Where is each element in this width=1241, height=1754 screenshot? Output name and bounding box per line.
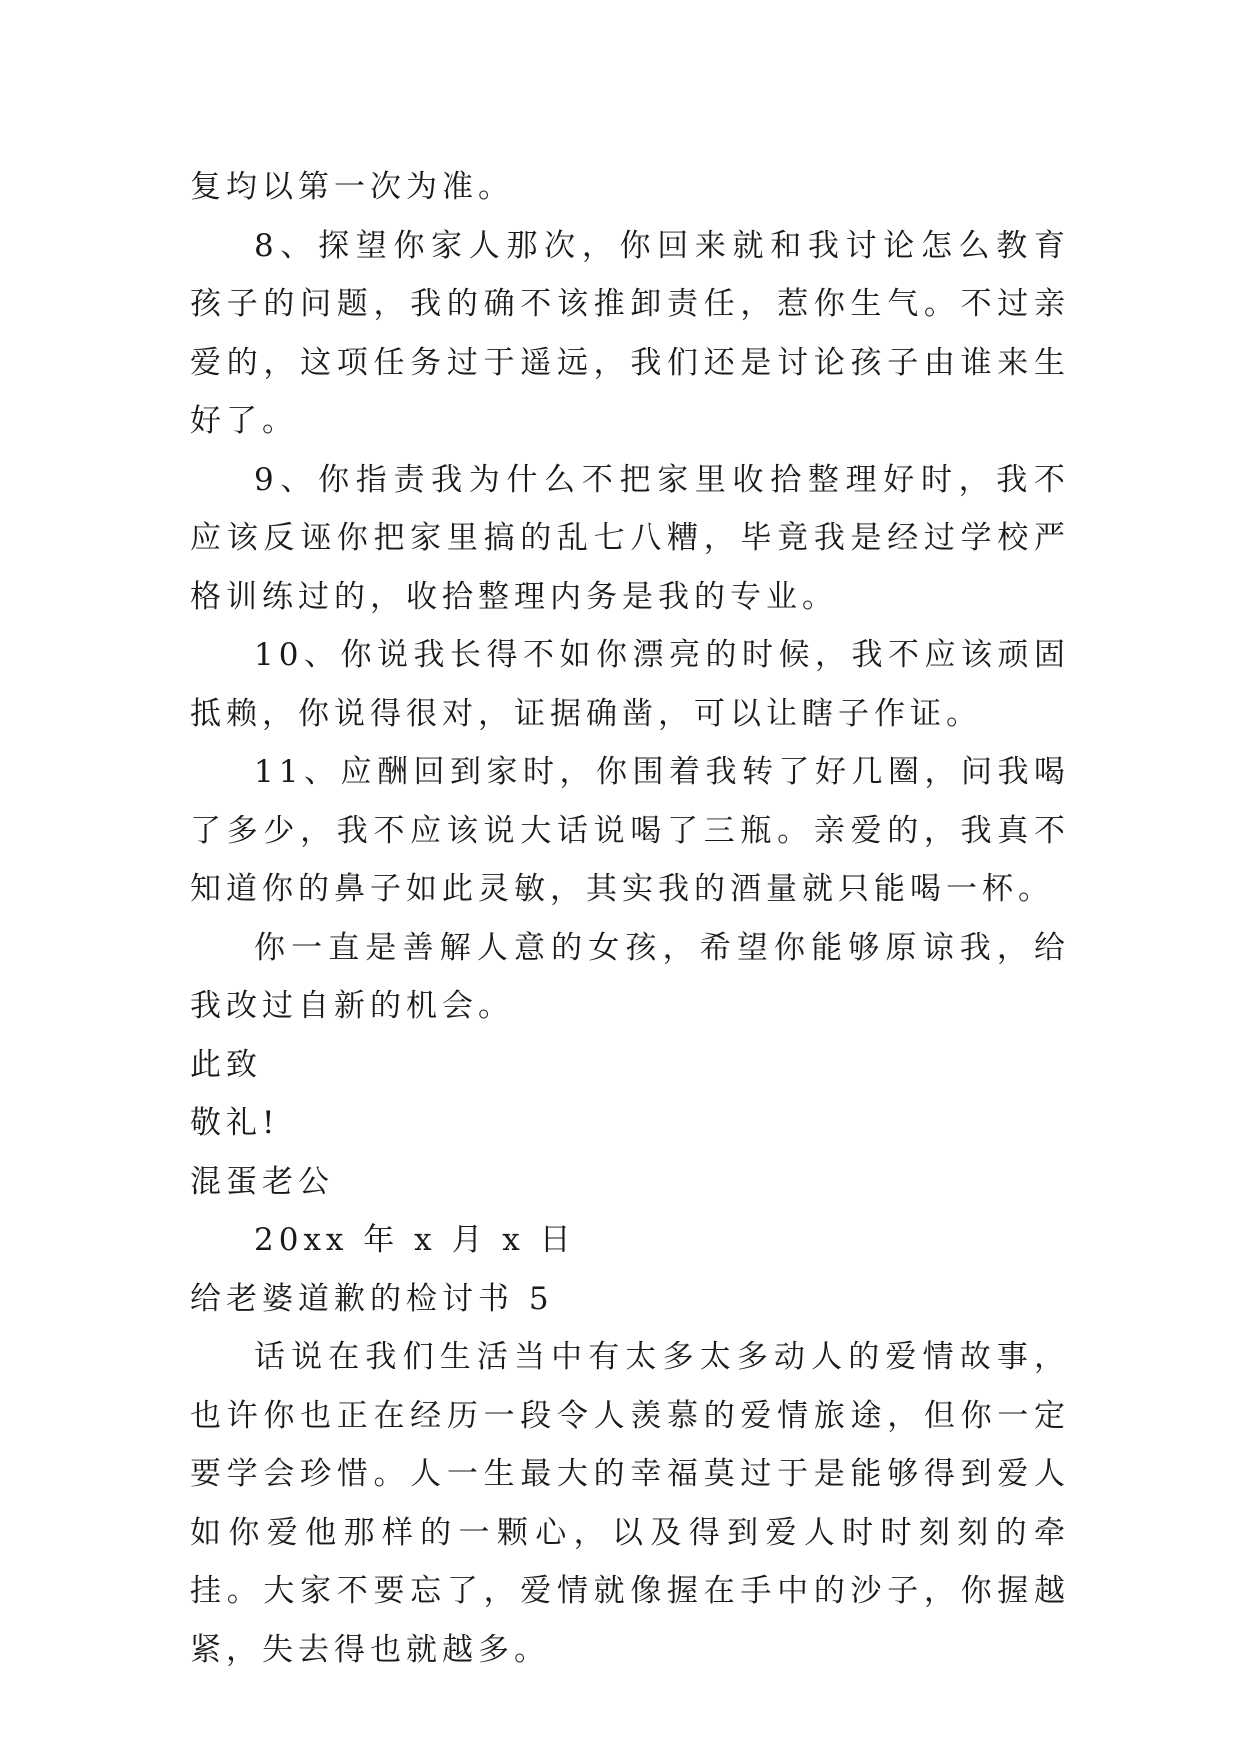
paragraph-item-10: 10、你说我长得不如你漂亮的时候，我不应该顽固抵赖，你说得很对，证据确凿，可以让瞎子作证。 [190, 637, 1070, 732]
section-title: 给老婆道歉的检讨书 5 [190, 1280, 554, 1317]
signature: 混蛋老公 [190, 1163, 334, 1200]
paragraph-item-11: 11、应酬回到家时，你围着我转了好几圈，问我喝了多少，我不应该说大话说喝了三瓶。亲爱的，我真不知道你的鼻子如此灵敏，其实我的酒量就只能喝一杯。 [190, 754, 1070, 907]
closing-paragraph: 你一直是善解人意的女孩，希望你能够原谅我，给我改过自新的机会。 [190, 929, 1070, 1024]
salutation-line-2: 敬礼! [190, 1105, 280, 1141]
letter-date: 20xx 年 x 月 x 日 [254, 1222, 576, 1258]
paragraph-item-8: 8、探望你家人那次，你回来就和我讨论怎么教育孩子的问题，我的确不该推卸责任，惹你生气。不过亲爱的，这项任务过于遥远，我们还是讨论孩子由谁来生好了。 [190, 227, 1070, 439]
section-paragraph: 话说在我们生活当中有太多太多动人的爱情故事，也许你也正在经历一段令人羡慕的爱情旅途，但你一定要学会珍惜。人一生最大的幸福莫过于是能够得到爱人如你爱他那样的一颗心，以及得到爱人时时刻刻的牵挂。大家不要忘了，爱情就像握在手中的沙子，你握越紧，失去得也就越多。 [190, 1339, 1070, 1668]
document-body [190, 158, 1070, 1679]
paragraph-item-9: 9、你指责我为什么不把家里收拾整理好时，我不应该反诬你把家里搞的乱七八糟，毕竟我是经过学校严格训练过的，收拾整理内务是我的专业。 [190, 461, 1070, 615]
salutation-line-1: 此致 [190, 1046, 262, 1083]
continued-paragraph: 复均以第一次为准。 [190, 169, 514, 205]
